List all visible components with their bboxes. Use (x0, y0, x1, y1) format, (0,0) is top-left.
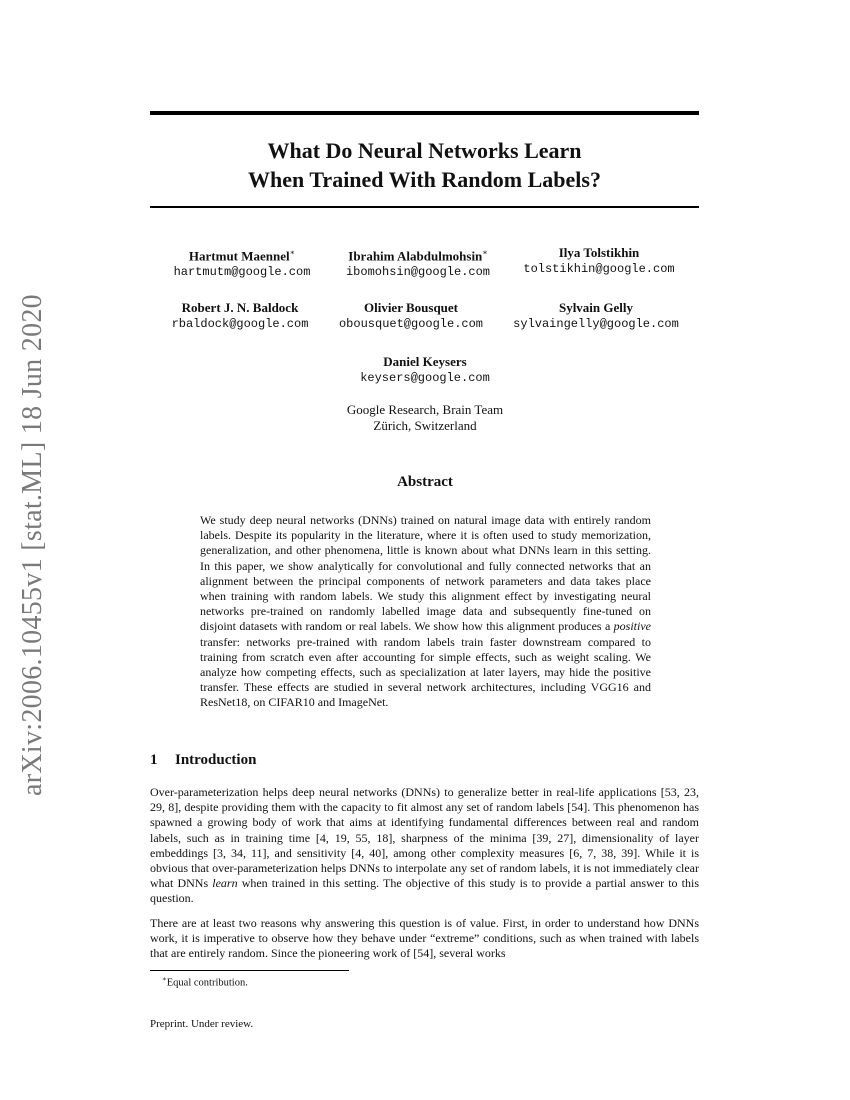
section-number: 1 (150, 752, 158, 768)
intro-emphasis: learn (212, 876, 238, 891)
section-heading-introduction (150, 752, 256, 769)
author-email: tolstikhin@google.com (523, 262, 675, 276)
author-block (489, 245, 709, 278)
title-line-2: When Trained With Random Labels? (248, 167, 601, 192)
title-top-rule (150, 111, 699, 115)
author-name: Ibrahim Alabdulmohsin∗ (348, 248, 488, 264)
equal-contribution-mark: ∗ (482, 248, 488, 257)
title-bottom-rule (150, 206, 699, 208)
intro-paragraph-1: Over-parameterization helps deep neural networks (DNNs) to generalize better in real-life applications [53, 23, 29, 8], despite providing them with the capacity to fit almost any set of random labels [54]. This phenomenon has spawned a growing body of work that aims at identifying fundamental differences between real and random labels, such as in training time [4, 19, 55, 18], sharpness of the minima [39, 27], dimensionality of layer embeddings [3, 34, 11], and sensitivity [4, 40], among other complexity measures [6, 7, 38, 39]. While it is obvious that over-parameterization helps DNNs to interpolate any set of random labels, it is not immediately clear what DNNs learn when trained in this setting. The objective of this study is to provide a partial answer to this question. (150, 785, 699, 906)
footnote-rule (150, 970, 349, 971)
author-name: Sylvain Gelly (558, 300, 634, 315)
abstract-emphasis: positive (613, 619, 651, 634)
author-email: ibomohsin@google.com (345, 265, 491, 280)
equal-contribution-mark: ∗ (289, 248, 296, 257)
author-email: keysers@google.com (360, 371, 490, 385)
preprint-note: Preprint. Under review. (150, 1018, 254, 1030)
section-title: Introduction (175, 752, 257, 768)
title-line-1: What Do Neural Networks Learn (267, 138, 582, 163)
author-block (315, 354, 535, 387)
intro-paragraph-2: There are at least two reasons why answering this question is of value. First, in order to understand how DNNs work, it is imperative to observe how they behave under “extreme” conditions, such as when trained with labels that are entirely random. Since the pioneering work of [54], several works (150, 916, 699, 961)
abstract-heading: Abstract (397, 474, 453, 490)
paper-title (150, 136, 699, 194)
author-email: rbaldock@google.com (171, 317, 309, 331)
affiliation-line-1: Google Research, Brain Team (346, 402, 504, 417)
author-name: Daniel Keysers (383, 354, 467, 369)
footnote-mark: ∗ (162, 975, 167, 983)
arxiv-identifier-text: arXiv:2006.10455v1 [stat.ML] 18 Jun 2020 (17, 293, 48, 796)
author-name: Robert J. N. Baldock (181, 300, 299, 315)
author-name: Ilya Tolstikhin (558, 245, 640, 260)
author-name: Hartmut Maennel∗ (188, 248, 296, 264)
abstract-body: We study deep neural networks (DNNs) trained on natural image data with entirely random labels. Despite its popularity in the literature, where it is often used to study memorization, generalization, and other phenomena, little is known about what DNNs learn in this setting. In this paper, we show analytically for convolutional and fully connected networks that an alignment between the principal components of network parameters and data takes place when training with random labels. We study this alignment effect by investigating neural networks pre-trained on randomly labelled image data and subsequently fine-tuned on disjoint datasets with random or real labels. We show how this alignment produces a positive transfer: networks pre-trained with random labels train faster downstream compared to training from scratch even after accounting for simple effects, such as weight scaling. We analyze how competing effects, such as specialization at later layers, may hide the positive transfer. These effects are studied in several network architectures, including VGG16 and ResNet18, on CIFAR10 and ImageNet. (200, 513, 651, 710)
affiliation-line-2: Zürich, Switzerland (373, 418, 477, 433)
footnote: ∗Equal contribution. (162, 975, 248, 989)
author-name: Olivier Bousquet (363, 300, 459, 315)
author-block (486, 300, 706, 333)
arxiv-identifier-stamp (10, 293, 56, 796)
author-email: sylvaingelly@google.com (513, 317, 679, 331)
author-email: obousquet@google.com (338, 317, 484, 331)
affiliation (300, 402, 550, 434)
author-email: hartmutm@google.com (173, 265, 311, 280)
